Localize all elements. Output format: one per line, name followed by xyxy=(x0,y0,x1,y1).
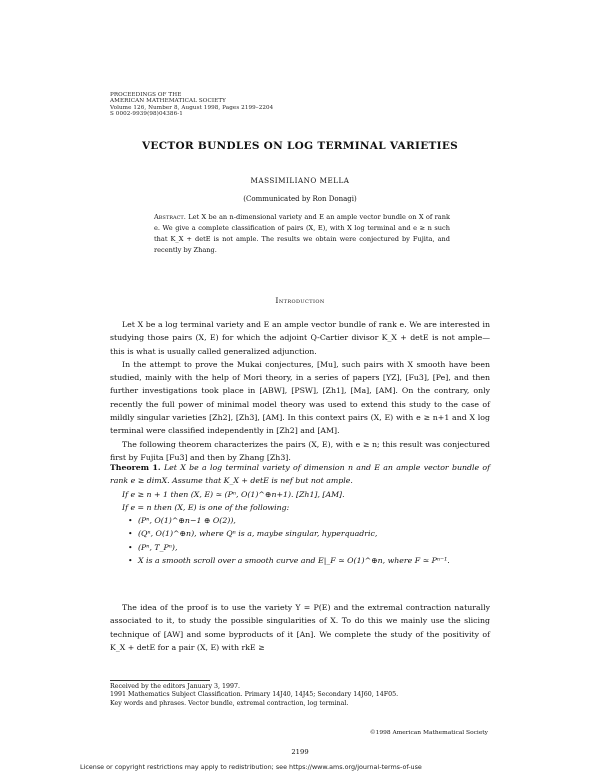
theorem-case1: If e ≥ n + 1 then (X, E) ≃ (Pⁿ, O(1)^⊕n+1). [Zh1], [AM]. xyxy=(122,489,345,499)
paragraph: Let X be a log terminal variety and E an ample vector bundle of rank e. We are interested in studying those pairs (X, E) for which the adjoint Q-Cartier divisor K_X + detE is not ample—this is what is usually called generalized adjunction. xyxy=(110,320,490,356)
list-item: • (Pⁿ, T_Pⁿ), xyxy=(110,541,490,554)
paragraph: The idea of the proof is to use the variety Y = P(E) and the extremal contraction naturally associated to it, to study the possible singularities of X. To do this we mainly use the slicing technique of [AW] and some byproducts of it [An]. We complete the study of the positivity of K_X + detE for a pair (X, E) with rkE ≥ xyxy=(110,603,490,652)
journal-header-line2: AMERICAN MATHEMATICAL SOCIETY xyxy=(110,98,226,105)
communicated-by: (Communicated by Ron Donagi) xyxy=(243,195,357,203)
footnote-received: Received by the editors January 3, 1997. xyxy=(110,683,241,690)
list-item: • (Qⁿ, O(1)^⊕n), where Qⁿ is a, maybe singular, hyperquadric, xyxy=(110,527,490,540)
author-name: MASSIMILIANO MELLA xyxy=(250,176,350,185)
footnote-rule xyxy=(110,680,210,681)
theorem-statement: Let X be a log terminal variety of dimension n and E an ample vector bundle of rank e ≥ dimX. Assume that K_X + detE is nef but not ample. xyxy=(110,463,490,486)
license-notice[interactable]: License or copyright restrictions may apply to redistribution; see https://www.ams.org/journal-terms-of-use xyxy=(80,763,422,771)
proof-idea-body xyxy=(110,601,490,654)
theorem-label: Theorem 1. xyxy=(110,463,161,472)
paragraph: In the attempt to prove the Mukai conjectures, [Mu], such pairs with X smooth have been studied, mainly with the help of Mori theory, in a series of papers [YZ], [Fu3], [Pe], and then further investigations took place in [ABW], [PSW], [Zh1], [Ma], [AM]. On the contrary, only recently the full power of minimal model theory was used to extend this study to the case of mildly singular varieties [Zh2], [Zh3], [AM]. In this context pairs (X, E) with e ≥ n+1 and X log terminal were classified independently in [Zh2] and [AM]. xyxy=(110,359,490,436)
abstract-label: Abstract. xyxy=(154,213,186,221)
journal-header-line4: S 0002-9939(98)04386-1 xyxy=(110,110,183,117)
footnote-keywords: Key words and phrases. Vector bundle, extremal contraction, log terminal. xyxy=(110,699,349,707)
footnote-msc: 1991 Mathematics Subject Classification. Primary 14J40, 14J45; Secondary 14J60, 14F05. xyxy=(110,691,399,699)
journal-header-line1: PROCEEDINGS OF THE xyxy=(110,92,182,98)
list-item: • X is a smooth scroll over a smooth curve and E|_F ≃ O(1)^⊕n, where F ≃ Pⁿ⁻¹. xyxy=(110,554,490,567)
copyright-notice: ©1998 American Mathematical Society xyxy=(369,730,488,736)
intro-body xyxy=(110,318,490,464)
abstract xyxy=(154,212,450,256)
theorem-case2-intro: If e = n then (X, E) is one of the following: xyxy=(122,502,290,512)
section-title: Introduction xyxy=(275,296,325,305)
theorem-block xyxy=(110,461,490,567)
journal-header-line3: Volume 126, Number 8, August 1998, Pages 2199–2204 xyxy=(110,104,274,111)
paragraph: The following theorem characterizes the pairs (X, E), with e ≥ n; this result was conjectured first by Fujita [Fu3] and then by Zhang [Zh3]. xyxy=(110,439,490,462)
journal-header xyxy=(110,92,273,117)
page-number: 2199 xyxy=(291,748,309,756)
abstract-text: Let X be an n-dimensional variety and E an ample vector bundle on X of rank e. We give a complete classification of pairs (X, E), with X log terminal and e ≥ n such that K_X + detE is not ample. The results we obtain were conjectured by Fujita, and recently by Zhang. xyxy=(154,213,450,254)
list-item: • (Pⁿ, O(1)^⊕n−1 ⊕ O(2)), xyxy=(110,514,490,527)
footnotes xyxy=(110,683,490,708)
paper-title: VECTOR BUNDLES ON LOG TERMINAL VARIETIES xyxy=(141,140,459,152)
